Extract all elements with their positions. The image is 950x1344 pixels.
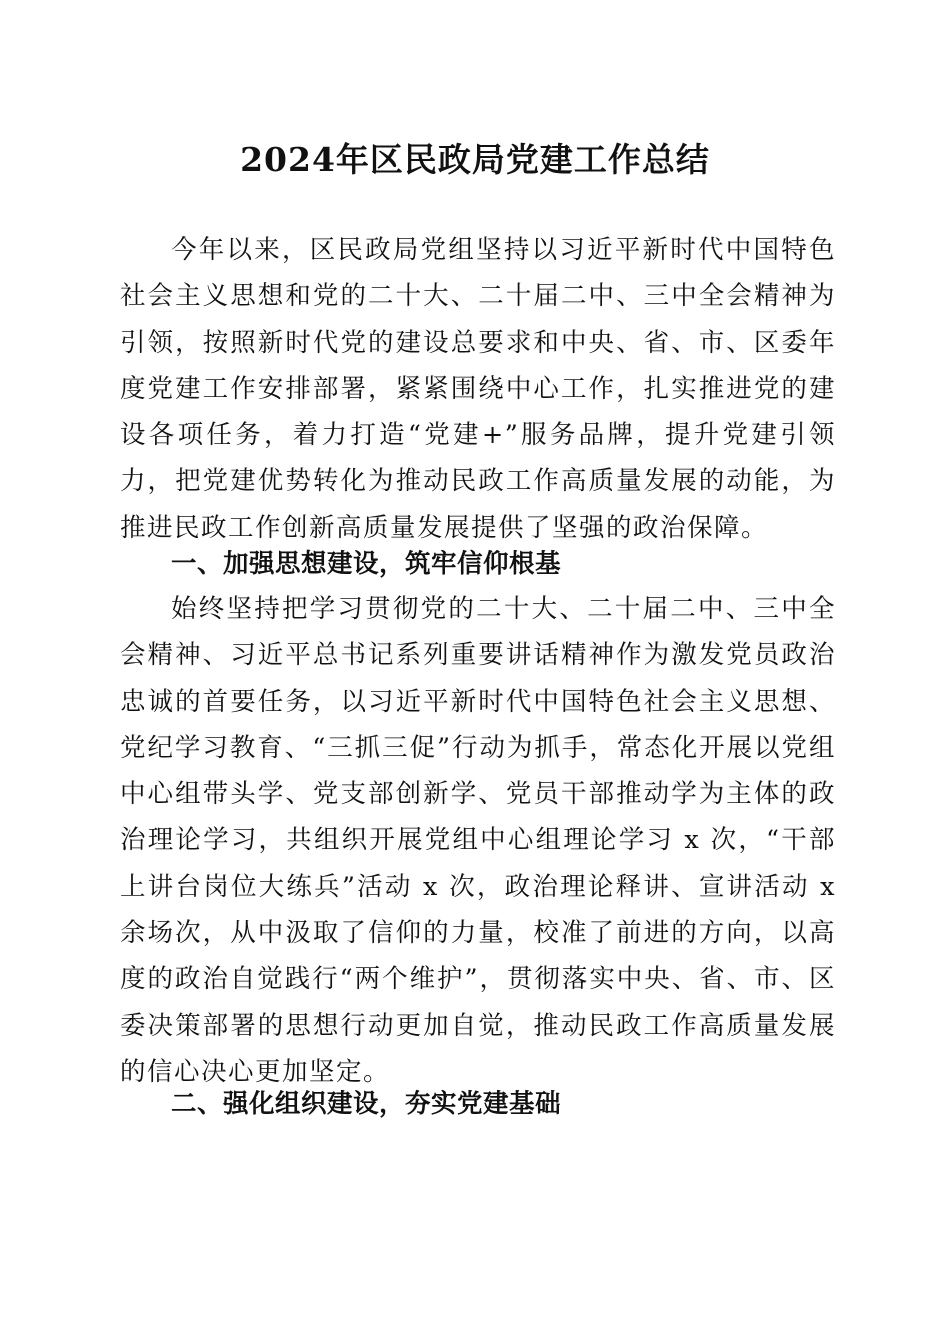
section-heading-2: 二、强化组织建设，夯实党建基础 — [171, 1089, 562, 1119]
intro-paragraph: 今年以来，区民政局党组坚持以习近平新时代中国特色社会主义思想和党的二十大、二十届二中、三中全会精神为引领，按照新时代党的建设总要求和中央、省、市、区委年度党建工作安排部署，紧紧围绕中心工作，扎实推进党的建设各项任务，着力打造“党建+”服务品牌，提升党建引领力，把党建优势转化为推动民政工作高质量发展的动能，为推进民政工作创新高质量发展提供了坚强的政治保障。 — [120, 235, 836, 543]
document-title: 2024年区民政局党建工作总结 — [240, 140, 710, 179]
section-heading-1: 一、加强思想建设，筑牢信仰根基 — [171, 549, 562, 579]
section-1-paragraph: 始终坚持把学习贯彻党的二十大、二十届二中、三中全会精神、习近平总书记系列重要讲话精神作为激发党员政治忠诚的首要任务，以习近平新时代中国特色社会主义思想、党纪学习教育、“三抓三促”行动为抓手，常态化开展以党组中心组带头学、党支部创新学、党员干部推动学为主体的政治理论学习，共组织开展党组中心组理论学习 x 次，“干部上讲台岗位大练兵”活动 x 次，政治理论释讲、宣讲活动 x 余场次，从中汲取了信仰的力量，校准了前进的方向，以高度的政治自觉践行“两个维护”，贯彻落实中央、省、市、区委决策部署的思想行动更加自觉，推动民政工作高质量发展的信心决心更加坚定。 — [120, 594, 836, 1087]
